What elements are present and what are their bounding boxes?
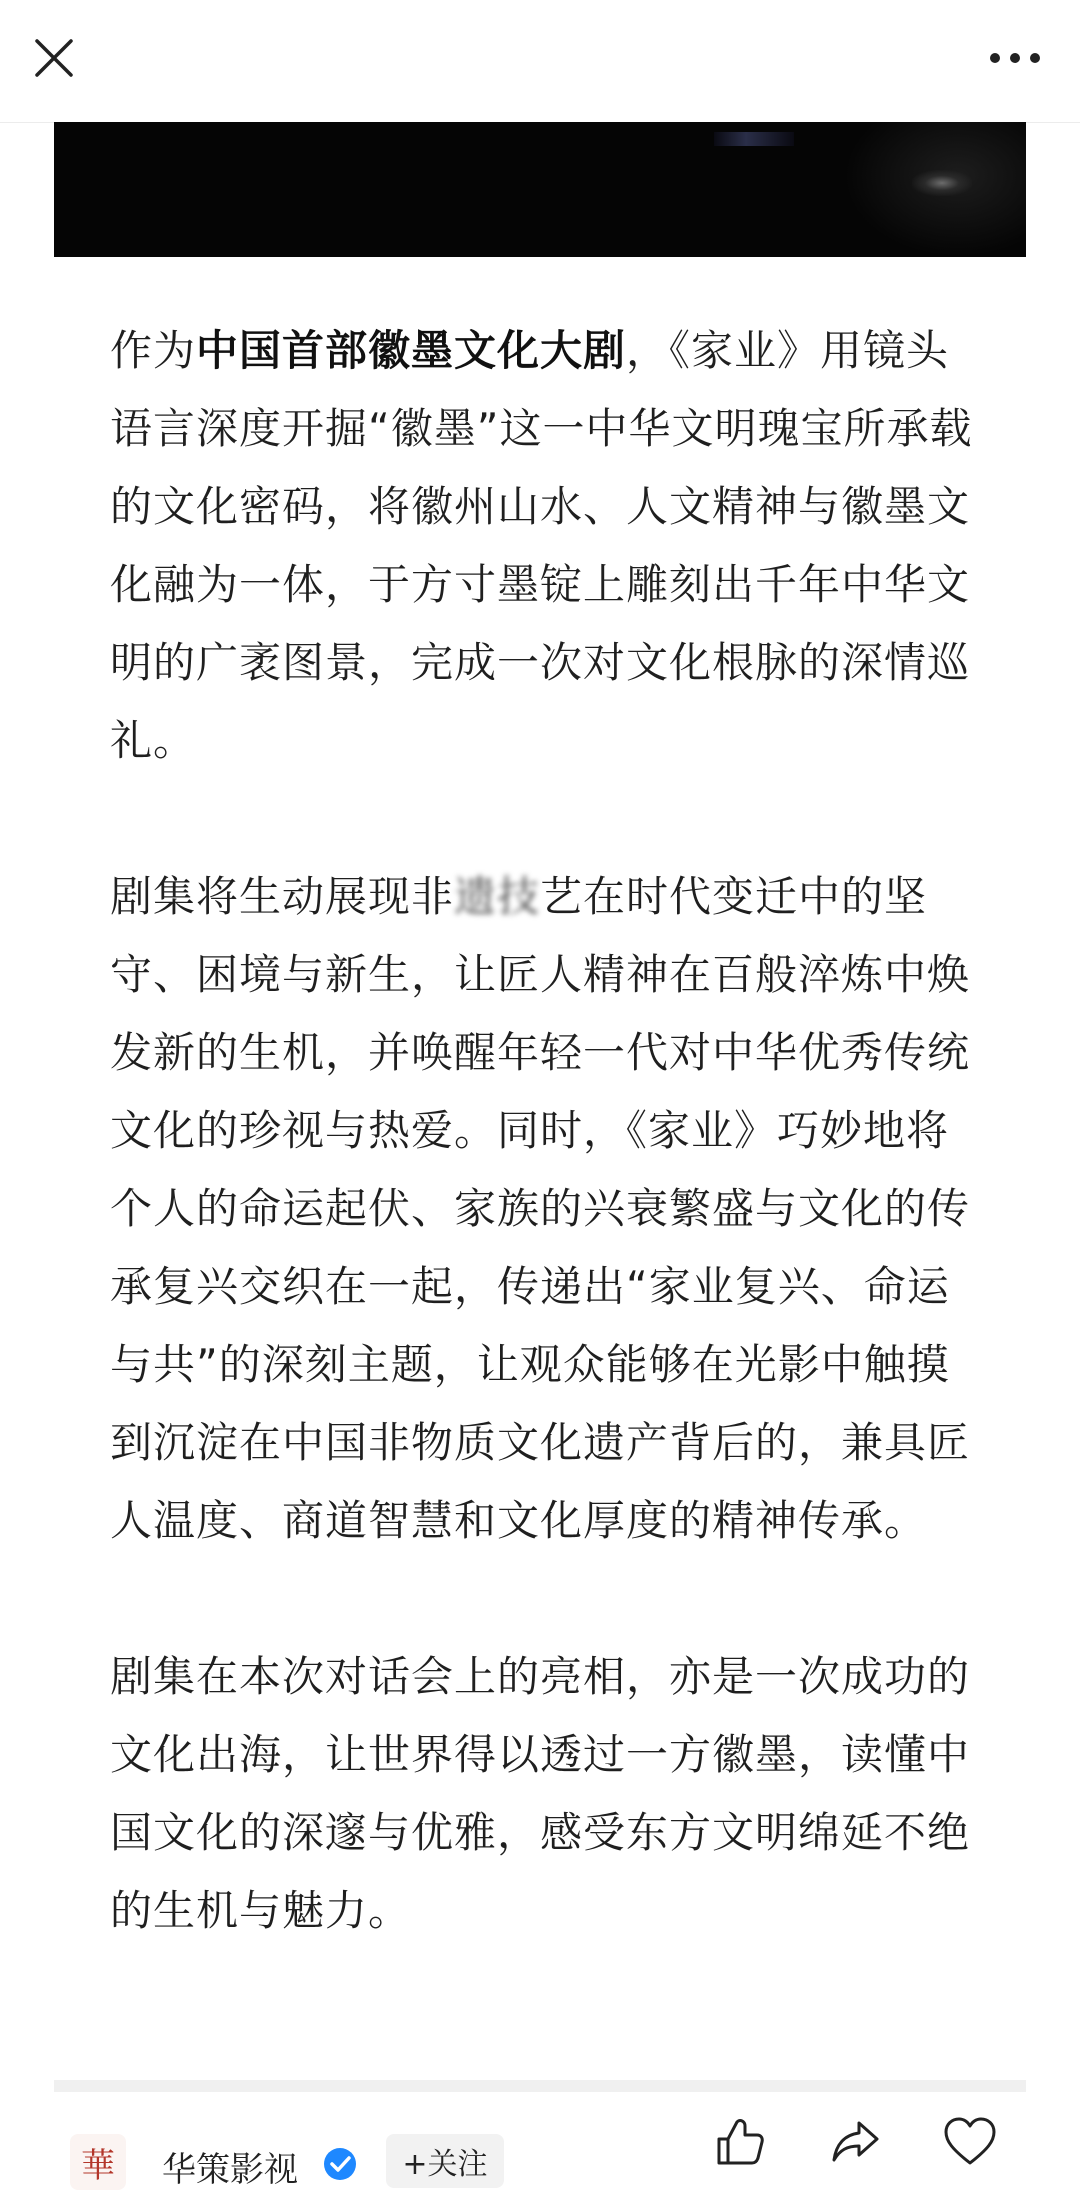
paragraph-2-rest: 艺在时代变迁中的坚守、困境与新生，让匠人精神在百般淬炼中焕发新的生机，并唤醒年轻一代对中华优秀传统文化的珍视与热爱。同时，《家业》巧妙地将个人的命运起伏、家族的兴衰繁盛与文化的传承复兴交织在一起，传递出“家业复兴、命运与共”的深刻主题，让观众能够在光影中触摸到沉淀在中国非物质文化遗产背后的，兼具匠人温度、商道智慧和文化厚度的精神传承。	[110, 872, 971, 1545]
more-options-button[interactable]	[980, 30, 1050, 86]
article-paragraph-2	[110, 858, 980, 1560]
thumbs-up-icon	[713, 2115, 767, 2169]
author-avatar[interactable]: 華	[70, 2134, 126, 2190]
heart-icon	[942, 2115, 998, 2169]
video-highlight	[912, 170, 972, 196]
video-light-strip	[714, 132, 794, 146]
paragraph-1-rest: ，《家业》用镜头语言深度开掘“徽墨”这一中华文明瑰宝所承载的文化密码，将徽州山水、人文精神与徽墨文化融为一体，于方寸墨锭上雕刻出千年中华文明的广袤图景，完成一次对文化根脉的深情巡礼。	[110, 326, 973, 765]
more-icon	[987, 51, 1043, 65]
follow-button[interactable]: +关注	[386, 2134, 504, 2188]
article-paragraph-3: 剧集在本次对话会上的亮相，亦是一次成功的文化出海，让世界得以透过一方徽墨，读懂中国文化的深邃与优雅，感受东方文明绵延不绝的生机与魅力。	[110, 1652, 971, 1935]
bottom-bar	[0, 2092, 1080, 2190]
article-paragraph-1	[110, 312, 980, 780]
paragraph-1-bold: 中国首部徽墨文化大剧	[196, 326, 627, 375]
close-icon	[33, 37, 75, 79]
share-icon	[829, 2115, 883, 2169]
video-thumbnail[interactable]	[54, 122, 1026, 257]
close-button[interactable]	[26, 30, 82, 86]
paragraph-2-blurred-text: 遗技	[454, 872, 541, 921]
favorite-button[interactable]	[938, 2110, 1002, 2174]
author-name[interactable]: 华策影视	[162, 2150, 298, 2190]
share-button[interactable]	[824, 2110, 888, 2174]
bottom-divider	[54, 2080, 1026, 2092]
paragraph-1-intro: 作为	[110, 326, 197, 375]
article-body	[110, 312, 980, 2028]
verified-icon	[322, 2146, 358, 2182]
like-button[interactable]	[708, 2110, 772, 2174]
top-bar	[0, 0, 1080, 123]
paragraph-2-intro: 剧集将生动展现非	[110, 872, 455, 921]
